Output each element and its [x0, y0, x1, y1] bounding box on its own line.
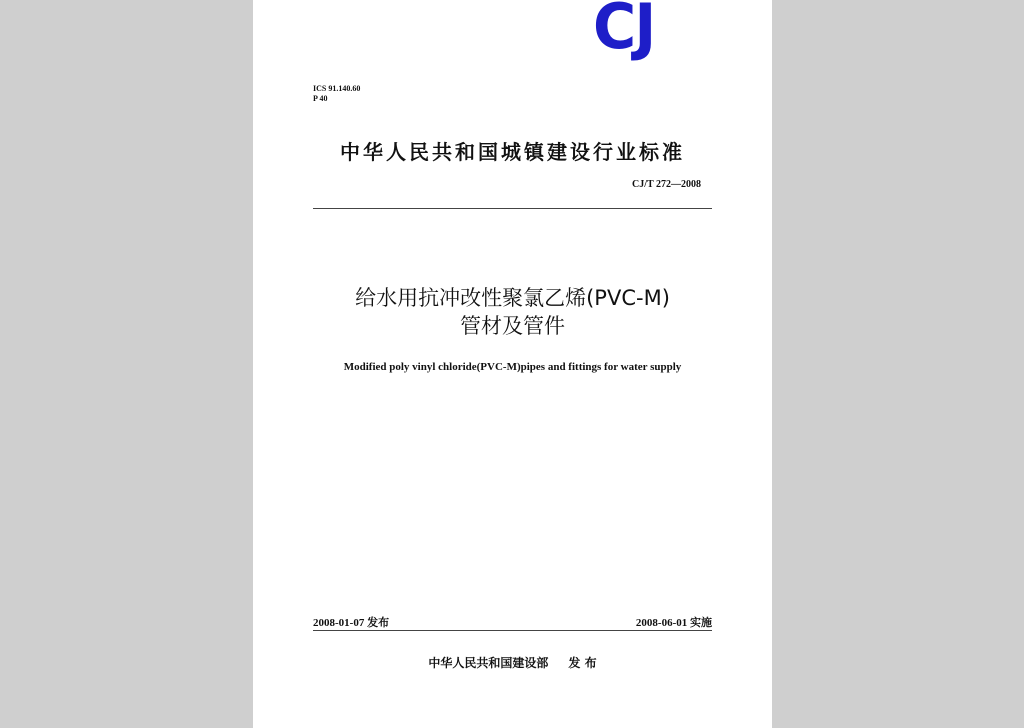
cj-logo: CJ	[593, 0, 655, 63]
publish-action: 发 布	[568, 656, 597, 670]
ics-classification	[313, 84, 360, 104]
header-divider	[313, 208, 712, 209]
footer-divider	[313, 630, 712, 631]
standard-number: CJ/T 272—2008	[632, 179, 701, 190]
title-chinese-line2: 管材及管件	[460, 314, 565, 338]
ics-code: ICS 91.140.60	[313, 84, 361, 93]
publisher-name: 中华人民共和国建设部	[428, 656, 549, 670]
publisher-line	[253, 654, 772, 671]
issue-date: 2008-01-07 发布	[313, 617, 390, 629]
document-page	[253, 0, 772, 728]
ccs-code: P 40	[313, 94, 328, 103]
title-chinese-line1: 给水用抗冲改性聚氯乙烯(PVC-M)	[355, 286, 670, 310]
standard-organization: 中华人民共和国城镇建设行业标准	[340, 140, 685, 164]
title-english: Modified poly vinyl chloride(PVC-M)pipes and fittings for water supply	[343, 361, 682, 373]
implementation-date: 2008-06-01 实施	[635, 617, 712, 629]
